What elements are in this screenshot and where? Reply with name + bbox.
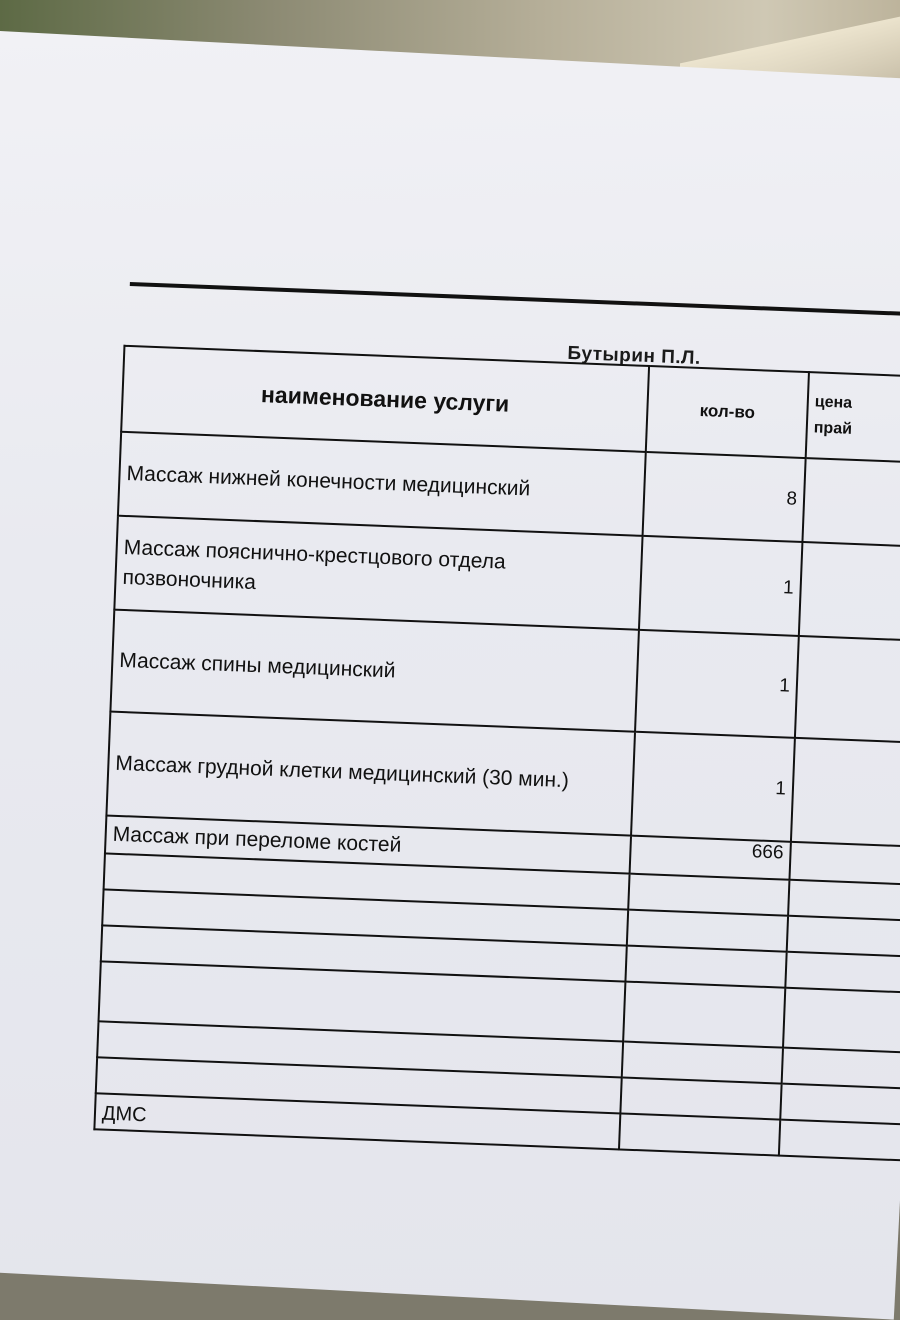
service-qty: 1: [639, 536, 802, 636]
patient-name: Бутырин П.Л.: [567, 342, 702, 369]
service-price: [799, 542, 900, 641]
service-price: [791, 738, 900, 847]
header-price: [806, 372, 900, 463]
header-price-line2: прай: [813, 419, 853, 438]
service-name: Массаж пояснично-крестцового отдела позвоночника: [114, 516, 642, 630]
service-qty: 1: [635, 630, 799, 738]
service-price: [802, 458, 900, 547]
service-name: Массаж грудной клетки медицинский (30 мин.): [106, 712, 635, 836]
service-price: [795, 636, 900, 743]
service-name: Массаж нижней конечности медицинский: [118, 432, 646, 536]
service-name: Массаж спины медицинский: [110, 610, 639, 732]
service-qty: 1: [631, 732, 795, 842]
service-name: Массаж при переломе костей: [105, 815, 631, 873]
header-service-name: наименование услуги: [121, 346, 649, 452]
service-price: [789, 842, 900, 885]
service-qty: 666: [630, 836, 791, 880]
header-price-line1: цена: [814, 393, 853, 412]
services-table: [93, 342, 900, 1162]
dms-label: ДМС: [94, 1093, 620, 1149]
top-rule: [130, 282, 900, 317]
header-quantity: кол-во: [646, 366, 809, 458]
service-qty: 8: [643, 452, 806, 542]
